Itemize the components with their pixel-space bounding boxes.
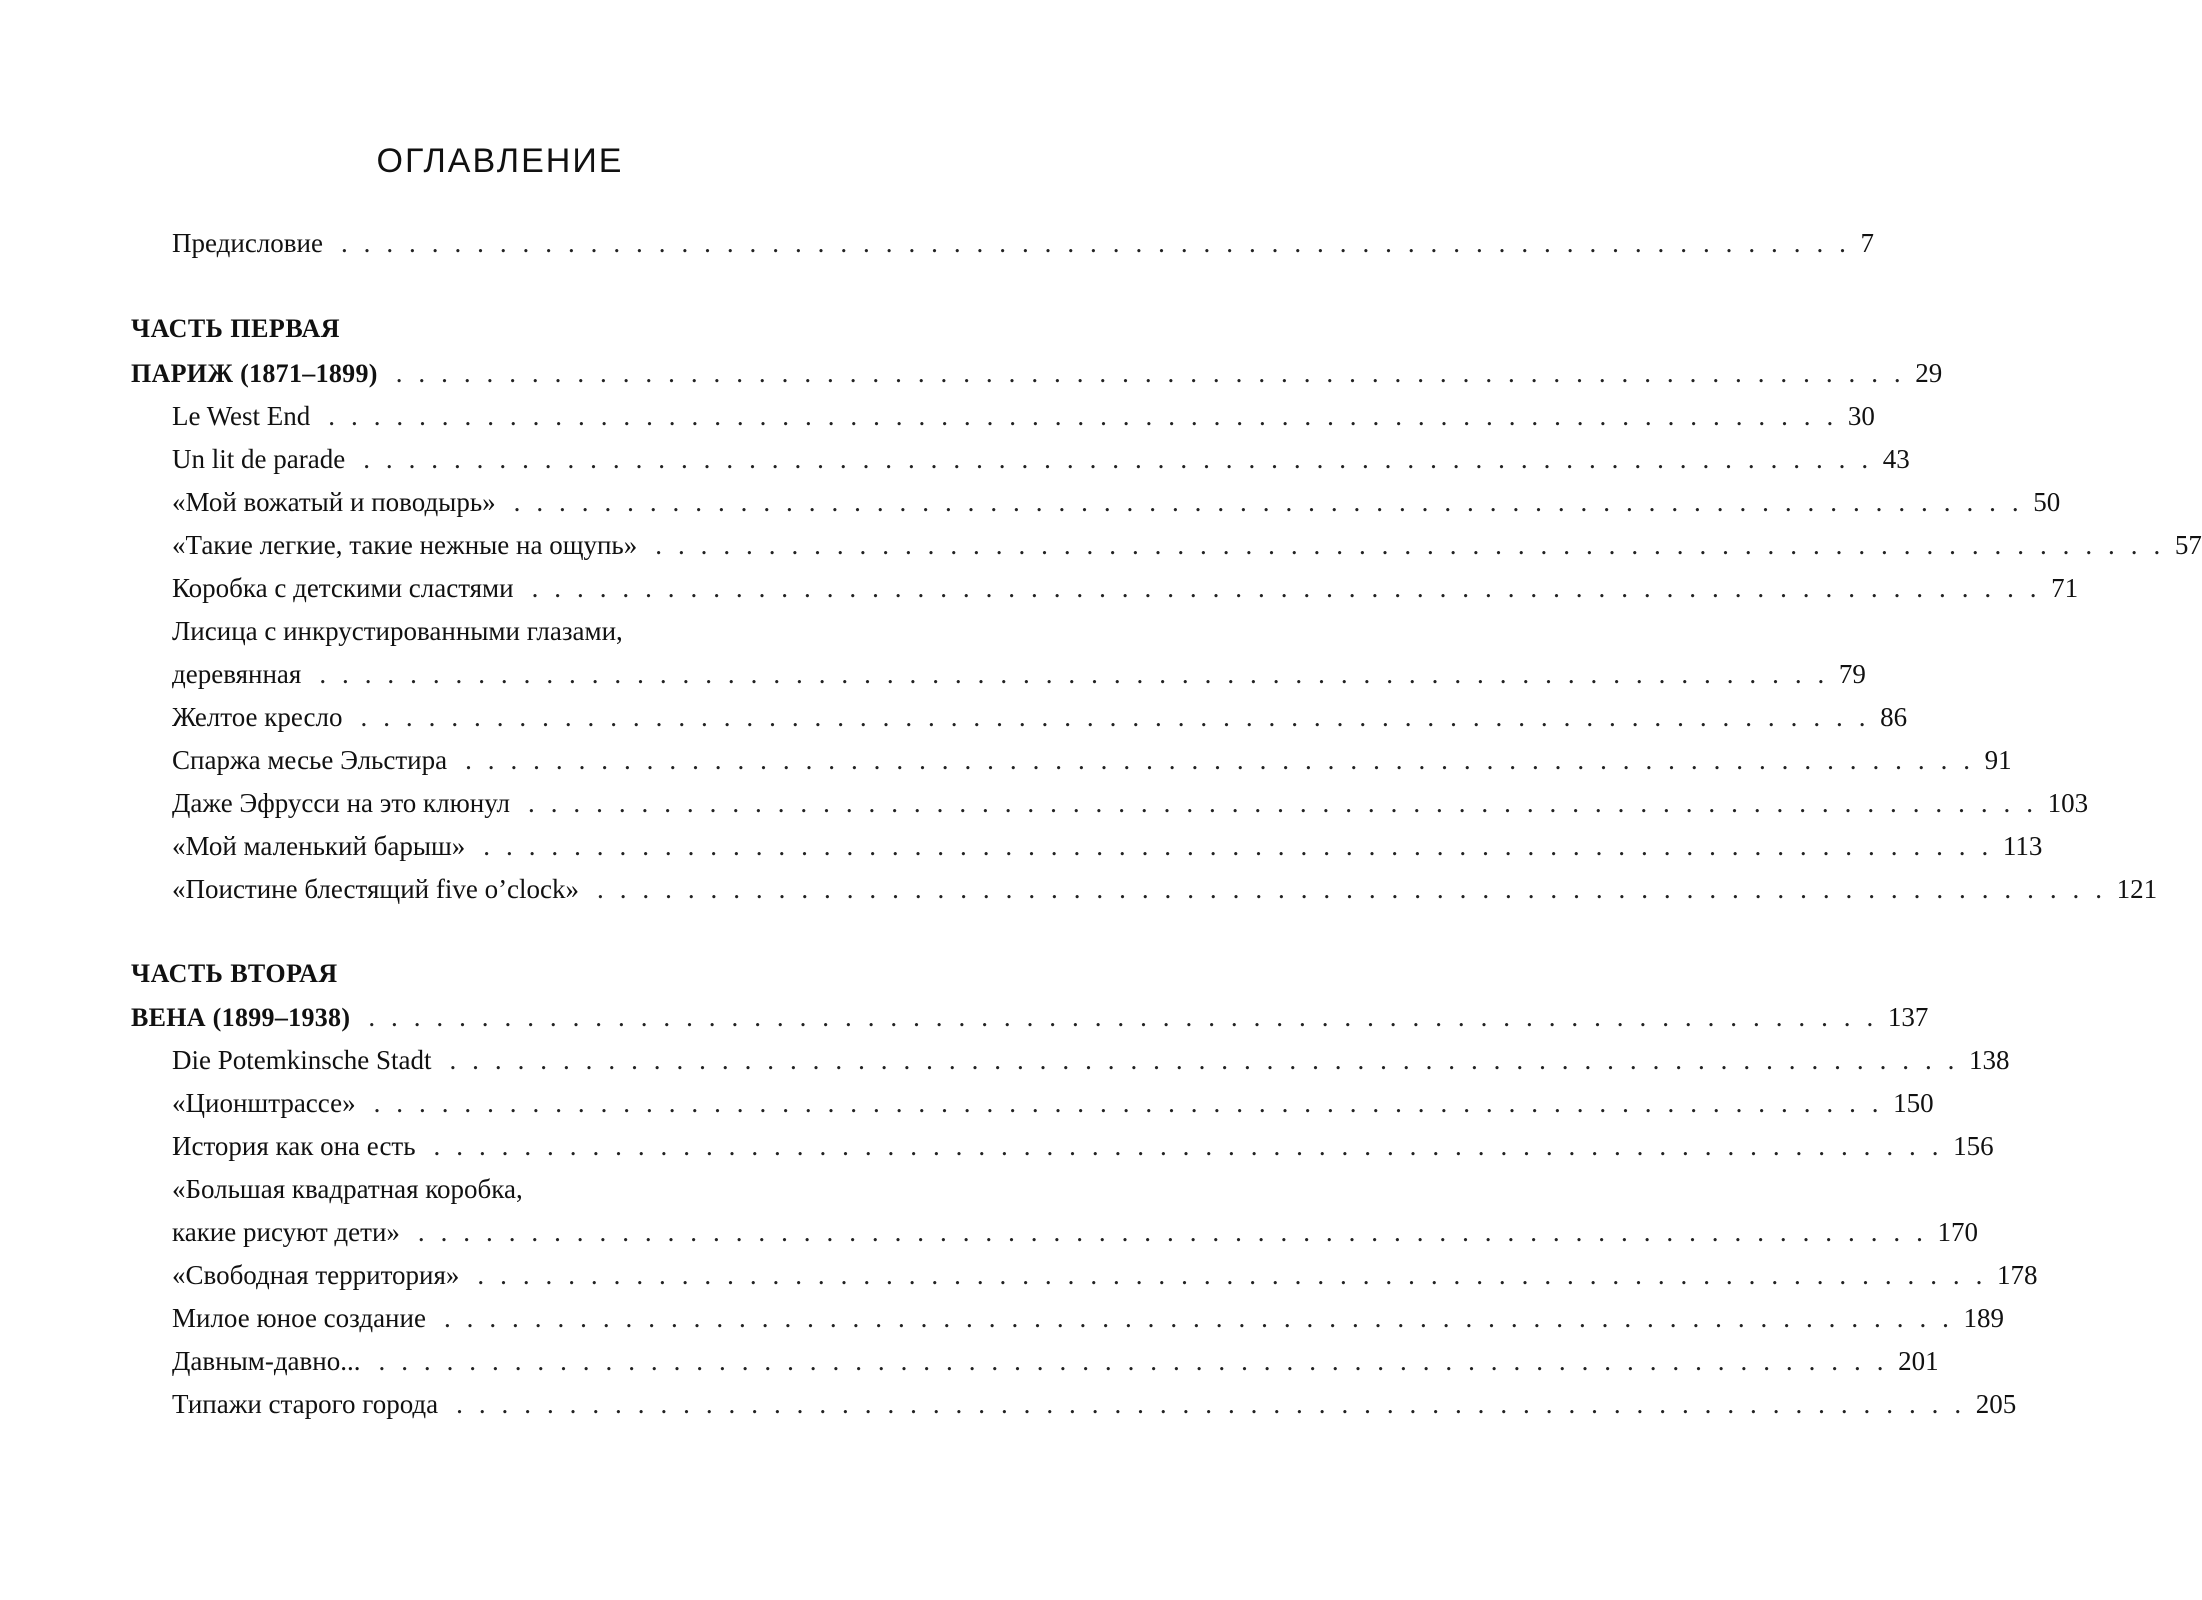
page-number: 178	[1996, 1260, 2038, 1290]
part-label: ЧАСТЬ ВТОРАЯ	[131, 959, 338, 988]
page-number: 170	[1937, 1217, 1978, 1247]
toc-entry[interactable]	[172, 1126, 1994, 1166]
entry-title: Даже Эфрусси на это клюнул	[172, 788, 511, 818]
page-number: 189	[1963, 1303, 2005, 1333]
entry-title: Un lit de parade	[172, 444, 346, 474]
entry-title: История как она есть	[172, 1131, 416, 1161]
dot-leader: . . . . . . . . . . . . . . . . . . . . . . . . . . . . . . . . . . . . . . . . . . . . . . . . . . . . . . . . . . . . . . . . . . .	[528, 788, 2038, 818]
toc-entry-wrapped-line[interactable]	[172, 1169, 872, 1209]
dot-leader: . . . . . . . . . . . . . . . . . . . . . . . . . . . . . . . . . . . . . . . . . . . . . . . . . . . . . . . . . . . . . . . . . . .	[513, 487, 2024, 517]
toc-entry[interactable]	[172, 1298, 2005, 1338]
page-number: 50	[2033, 487, 2061, 517]
toc-entry[interactable]	[172, 439, 1910, 479]
dot-leader: . . . . . . . . . . . . . . . . . . . . . . . . . . . . . . . . . . . . . . . . . . . . . . . . . . . . . . . . . . . . . . . . . . .	[655, 530, 2165, 560]
toc-entry[interactable]	[172, 654, 1866, 694]
part-label: ЧАСТЬ ПЕРВАЯ	[131, 314, 341, 343]
entry-title: «Такие легкие, такие нежные на ощупь»	[172, 530, 638, 560]
page-number: 43	[1882, 444, 1910, 474]
page-number: 121	[2116, 874, 2158, 904]
dot-leader: . . . . . . . . . . . . . . . . . . . . . . . . . . . . . . . . . . . . . . . . . . . . . . . . . . . . . . . . . . . . . . . . . . .	[597, 874, 2107, 904]
toc-entry[interactable]	[172, 1341, 1939, 1381]
toc-entry[interactable]	[172, 482, 2061, 522]
toc-entry[interactable]	[172, 1212, 1978, 1252]
page-number: 30	[1847, 401, 1875, 431]
toc-entry[interactable]	[172, 1255, 2038, 1295]
dot-leader: . . . . . . . . . . . . . . . . . . . . . . . . . . . . . . . . . . . . . . . . . . . . . . . . . . . . . . . . . . . . . . . . . . .	[328, 401, 1838, 431]
dot-leader: . . . . . . . . . . . . . . . . . . . . . . . . . . . . . . . . . . . . . . . . . . . . . . . . . . . . . . . . . . . . . . . . . . .	[456, 1389, 1966, 1419]
toc-entry-part-heading[interactable]	[131, 997, 1929, 1037]
page-number: 103	[2047, 788, 2089, 818]
toc-entry-part-heading[interactable]	[131, 353, 1943, 393]
entry-title: Спаржа месье Эльстира	[172, 745, 448, 775]
page-number: 29	[1915, 358, 1943, 388]
entry-title: Лисица с инкрустированными глазами,	[172, 616, 623, 646]
dot-leader: . . . . . . . . . . . . . . . . . . . . . . . . . . . . . . . . . . . . . . . . . . . . . . . . . . . . . . . . . . . . . . . . . . .	[319, 659, 1829, 689]
dot-leader: . . . . . . . . . . . . . . . . . . . . . . . . . . . . . . . . . . . . . . . . . . . . . . . . . . . . . . . . . . . . . . . . . . .	[443, 1303, 1954, 1333]
entry-title: Желтое кресло	[172, 702, 343, 732]
dot-leader: . . . . . . . . . . . . . . . . . . . . . . . . . . . . . . . . . . . . . . . . . . . . . . . . . . . . . . . . . . . . . . . . . . .	[433, 1131, 1944, 1161]
entry-title: деревянная	[172, 659, 302, 689]
page-number: 137	[1887, 1002, 1929, 1032]
page-number: 138	[1969, 1045, 2010, 1075]
toc-entry-wrapped-line[interactable]	[172, 611, 872, 651]
dot-leader: . . . . . . . . . . . . . . . . . . . . . . . . . . . . . . . . . . . . . . . . . . . . . . . . . . . . . . . . . . . . . . . . . . .	[395, 358, 1906, 388]
page-number: 86	[1880, 702, 1908, 732]
dot-leader: . . . . . . . . . . . . . . . . . . . . . . . . . . . . . . . . . . . . . . . . . . . . . . . . . . . . . . . . . . . . . . . . . . .	[340, 228, 1851, 258]
entry-title: Милое юное создание	[172, 1303, 426, 1333]
page-number: 57	[2174, 530, 2202, 560]
dot-leader: . . . . . . . . . . . . . . . . . . . . . . . . . . . . . . . . . . . . . . . . . . . . . . . . . . . . . . . . . . . . . . . . . . .	[417, 1217, 1928, 1247]
toc-entry[interactable]	[172, 740, 2012, 780]
entry-title: «Свободная территория»	[172, 1260, 460, 1290]
toc-entry[interactable]	[172, 783, 2089, 823]
toc-entry[interactable]	[172, 1384, 2017, 1424]
toc-entry[interactable]	[172, 396, 1875, 436]
toc-entry[interactable]	[172, 1083, 1934, 1123]
dot-leader: . . . . . . . . . . . . . . . . . . . . . . . . . . . . . . . . . . . . . . . . . . . . . . . . . . . . . . . . . . . . . . . . . . .	[449, 1045, 1960, 1075]
dot-leader: . . . . . . . . . . . . . . . . . . . . . . . . . . . . . . . . . . . . . . . . . . . . . . . . . . . . . . . . . . . . . . . . . . .	[373, 1088, 1884, 1118]
entry-title: Давным-давно...	[172, 1346, 361, 1376]
dot-leader: . . . . . . . . . . . . . . . . . . . . . . . . . . . . . . . . . . . . . . . . . . . . . . . . . . . . . . . . . . . . . . . . . . .	[477, 1260, 1987, 1290]
dot-leader: . . . . . . . . . . . . . . . . . . . . . . . . . . . . . . . . . . . . . . . . . . . . . . . . . . . . . . . . . . . . . . . . . . .	[378, 1346, 1889, 1376]
dot-leader: . . . . . . . . . . . . . . . . . . . . . . . . . . . . . . . . . . . . . . . . . . . . . . . . . . . . . . . . . . . . . . . . . . .	[483, 831, 1993, 861]
entry-title: Предисловие	[172, 228, 323, 258]
toc-entry[interactable]	[172, 826, 2043, 866]
page-number: 71	[2051, 573, 2079, 603]
page-number: 91	[1984, 745, 2012, 775]
dot-leader: . . . . . . . . . . . . . . . . . . . . . . . . . . . . . . . . . . . . . . . . . . . . . . . . . . . . . . . . . . . . . . . . . . .	[368, 1002, 1878, 1032]
page-number: 113	[2002, 831, 2043, 861]
toc-entry-preface[interactable]	[172, 223, 1875, 263]
entry-title: «Мой маленький барыш»	[172, 831, 466, 861]
entry-title: какие рисуют дети»	[172, 1217, 400, 1247]
page-number: 156	[1953, 1131, 1994, 1161]
toc-entry[interactable]	[172, 697, 1908, 737]
page-number: 7	[1860, 228, 1875, 258]
entry-title: «Ционштрассе»	[172, 1088, 356, 1118]
entry-title: ВЕНА (1899–1938)	[131, 1003, 351, 1032]
page-number: 205	[1975, 1389, 2017, 1419]
toc-entry[interactable]	[172, 1040, 2010, 1080]
toc-entry[interactable]	[172, 869, 2158, 909]
dot-leader: . . . . . . . . . . . . . . . . . . . . . . . . . . . . . . . . . . . . . . . . . . . . . . . . . . . . . . . . . . . . . . . . . . .	[531, 573, 2042, 603]
page-number: 79	[1838, 659, 1866, 689]
page-number: 150	[1893, 1088, 1934, 1118]
dot-leader: . . . . . . . . . . . . . . . . . . . . . . . . . . . . . . . . . . . . . . . . . . . . . . . . . . . . . . . . . . . . . . . . . . .	[360, 702, 1871, 732]
entry-title: Le West End	[172, 401, 311, 431]
entry-title: Коробка с детскими сластями	[172, 573, 514, 603]
page-number: 201	[1898, 1346, 1939, 1376]
entry-title: ПАРИЖ (1871–1899)	[131, 359, 378, 388]
entry-title: «Мой вожатый и поводырь»	[172, 487, 496, 517]
entry-title: «Большая квадратная коробка,	[172, 1174, 523, 1204]
entry-title: «Поистине блестящий five o’clock»	[172, 874, 580, 904]
entry-title: Типажи старого города	[172, 1389, 439, 1419]
dot-leader: . . . . . . . . . . . . . . . . . . . . . . . . . . . . . . . . . . . . . . . . . . . . . . . . . . . . . . . . . . . . . . . . . . .	[465, 745, 1975, 775]
toc-entry[interactable]	[172, 525, 2202, 565]
dot-leader: . . . . . . . . . . . . . . . . . . . . . . . . . . . . . . . . . . . . . . . . . . . . . . . . . . . . . . . . . . . . . . . . . . .	[363, 444, 1873, 474]
entry-title: Die Potemkinsche Stadt	[172, 1045, 432, 1075]
toc-entry[interactable]	[172, 568, 2079, 608]
page-title: ОГЛАВЛЕНИЕ	[376, 142, 624, 180]
